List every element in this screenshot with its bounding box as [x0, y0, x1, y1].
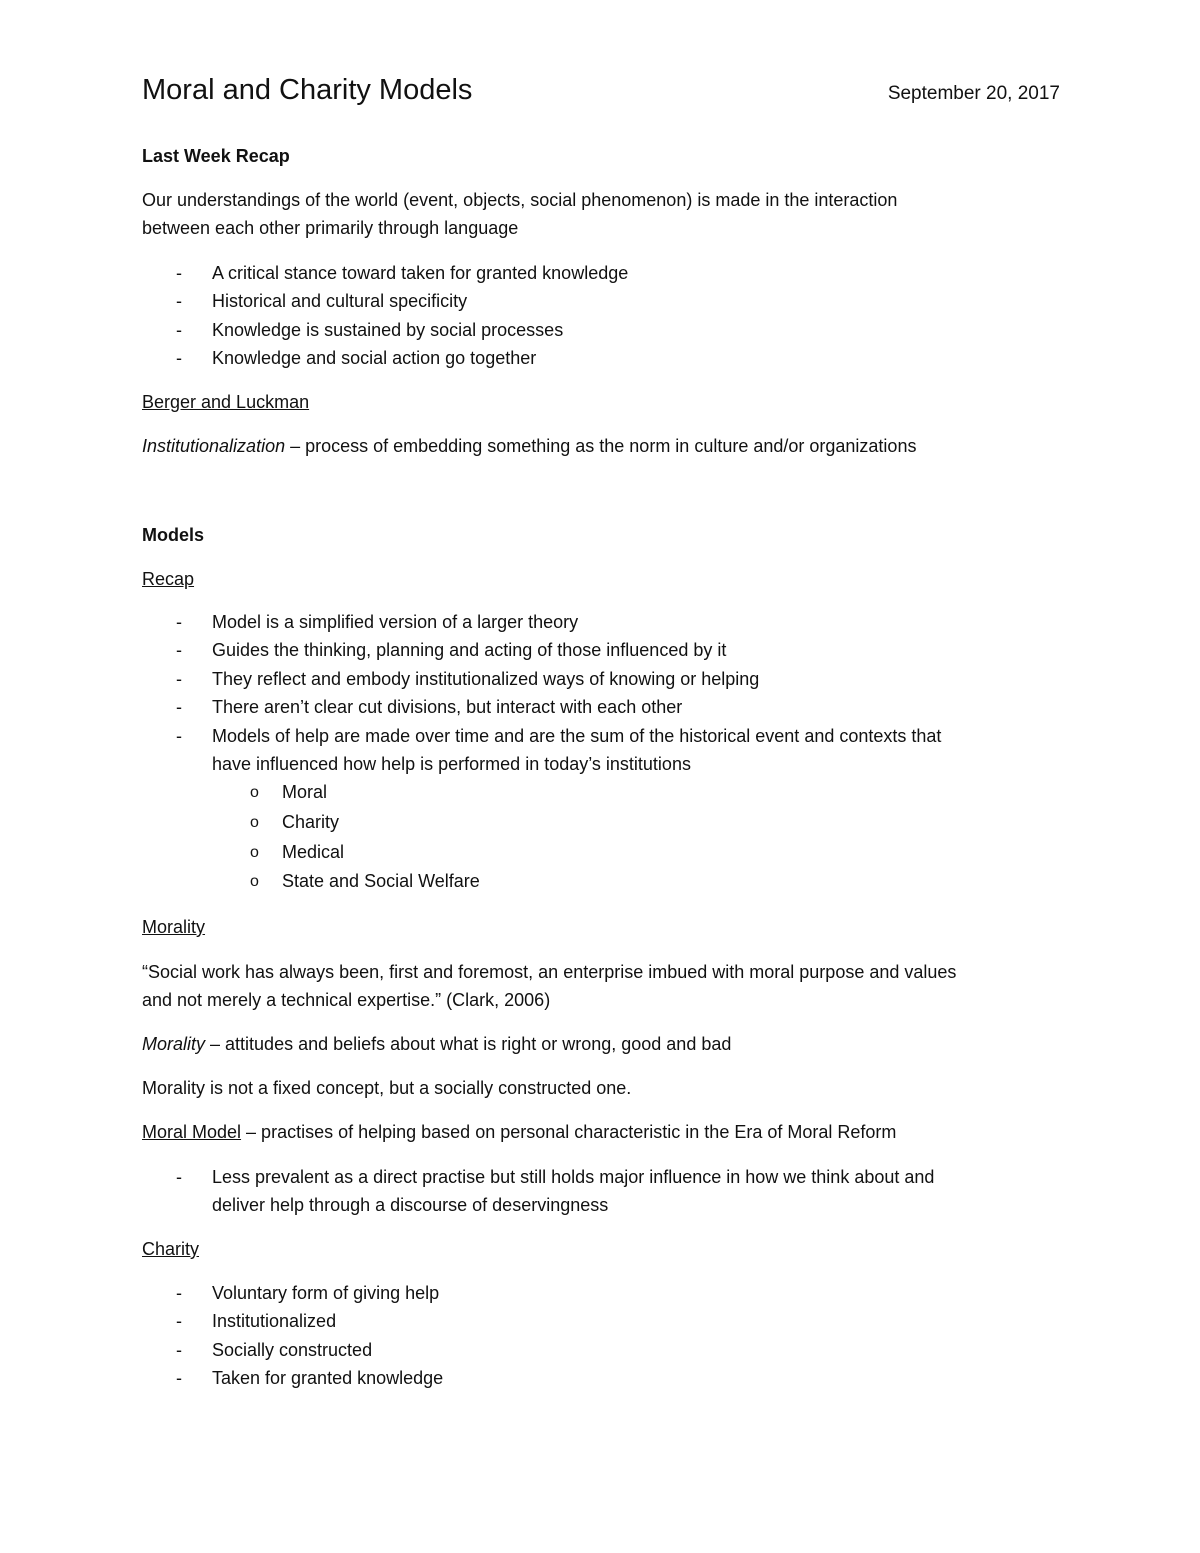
- list-item-text: There aren’t clear cut divisions, but interact with each other: [212, 697, 683, 718]
- institutionalization-definition: [142, 432, 1062, 460]
- statement-text: Morality is not a fixed concept, but a socially constructed one.: [142, 1078, 632, 1098]
- sub-list-item: [142, 808, 1062, 838]
- list-item-text: Model is a simplified version of a larger theory: [212, 612, 579, 632]
- morality-statement: [142, 1074, 1062, 1102]
- list-item-text: They reflect and embody institutionalized ways of knowing or helping: [212, 668, 760, 689]
- document-date: September 20, 2017: [887, 83, 1060, 104]
- list-item-text-line-1: Models of help are made over time and are the sum of the historical event and contexts that: [212, 725, 942, 746]
- sub-list-item: [142, 838, 1062, 868]
- list-item: [142, 287, 1062, 315]
- circle-marker: o: [250, 784, 259, 802]
- dash-marker: -: [176, 319, 182, 340]
- list-item: [142, 259, 1062, 287]
- dash-marker: -: [176, 1368, 182, 1389]
- heading-morality: Morality: [142, 917, 206, 937]
- section-morality: [142, 913, 1062, 941]
- list-item: [142, 1336, 1062, 1364]
- sub-list-item-text: State and Social Welfare: [282, 871, 480, 892]
- list-item-text: Knowledge and social action go together: [212, 348, 537, 369]
- models-recap-heading-block: [142, 565, 1062, 593]
- document-title: Moral and Charity Models: [142, 74, 473, 106]
- sub-list-item-text: Medical: [282, 841, 345, 862]
- list-item-text: Taken for granted knowledge: [212, 1368, 444, 1389]
- term-institutionalization: Institutionalization: [142, 436, 286, 456]
- term-moral-model: Moral Model: [142, 1122, 242, 1142]
- quote-line-2: and not merely a technical expertise.” (Clark, 2006): [142, 990, 551, 1010]
- dash-marker: -: [176, 1311, 182, 1332]
- dash-marker: -: [176, 725, 182, 746]
- dash-marker: -: [176, 640, 182, 661]
- header: [142, 74, 1062, 120]
- recap-intro-line-2: between each other primarily through language: [142, 218, 519, 238]
- list-item: [142, 1307, 1062, 1335]
- recap-intro: [142, 186, 1062, 242]
- dash-marker: -: [176, 668, 182, 689]
- list-item: [142, 1279, 1062, 1307]
- dash-marker: -: [176, 612, 182, 632]
- list-item: [142, 665, 1062, 693]
- list-item-text: Knowledge is sustained by social processes: [212, 319, 564, 340]
- charity-bullet-list: [142, 1279, 1062, 1393]
- list-item: [142, 636, 1062, 664]
- dash-marker: -: [176, 291, 182, 312]
- list-item: [142, 722, 1062, 779]
- list-item: [142, 344, 1062, 372]
- heading-charity: Charity: [142, 1239, 200, 1259]
- document-content: [142, 74, 1062, 120]
- circle-marker: o: [250, 814, 259, 832]
- circle-marker: o: [250, 843, 259, 861]
- dash-marker: -: [176, 1339, 182, 1360]
- sub-list-item-text: Charity: [282, 812, 340, 833]
- heading-berger-luckman: Berger and Luckman: [142, 392, 310, 412]
- recap-intro-line-1: Our understandings of the world (event, objects, social phenomenon) is made in the interaction: [142, 190, 898, 210]
- heading-models-recap: Recap: [142, 569, 195, 589]
- dash-marker: -: [176, 1167, 182, 1187]
- list-item-text-line-2: have influenced how help is performed in today’s institutions: [212, 754, 691, 775]
- list-item: [142, 1364, 1062, 1392]
- heading-models: Models: [142, 525, 205, 545]
- dash-marker: -: [176, 348, 182, 369]
- models-bullet-list: [142, 608, 1062, 897]
- list-item-text: A critical stance toward taken for granted knowledge: [212, 263, 629, 283]
- morality-quote: [142, 958, 1062, 1014]
- moral-model-definition: [142, 1118, 1062, 1146]
- definition-morality: – attitudes and beliefs about what is right or wrong, good and bad: [205, 1034, 732, 1054]
- sub-list-item: [142, 778, 1062, 808]
- list-item: [142, 608, 1062, 636]
- dash-marker: -: [176, 263, 182, 283]
- sub-list-item: [142, 867, 1062, 897]
- heading-last-week-recap: Last Week Recap: [142, 146, 290, 166]
- dash-marker: -: [176, 697, 182, 718]
- moral-model-bullet-list: [142, 1163, 1062, 1220]
- definition-institutionalization: – process of embedding something as the norm in culture and/or organizations: [285, 436, 917, 456]
- section-models: [142, 521, 1062, 549]
- list-item-text: Guides the thinking, planning and acting of those influenced by it: [212, 640, 727, 661]
- list-item-text-line-1: Less prevalent as a direct practise but still holds major influence in how we think about and: [212, 1167, 935, 1187]
- list-item-text: Voluntary form of giving help: [212, 1283, 440, 1303]
- recap-bullet-list: [142, 259, 1062, 373]
- term-morality: Morality: [142, 1034, 206, 1054]
- berger-luckman-block: [142, 388, 1062, 416]
- quote-line-1: “Social work has always been, first and foremost, an enterprise imbued with moral purpose and values: [142, 962, 957, 982]
- morality-definition: [142, 1030, 1062, 1058]
- list-item-text: Socially constructed: [212, 1339, 373, 1360]
- list-item: [142, 316, 1062, 344]
- section-last-week-recap: [142, 142, 1062, 170]
- section-charity: [142, 1235, 1062, 1263]
- list-item-text-line-2: deliver help through a discourse of deservingness: [212, 1195, 609, 1216]
- models-sub-list: [142, 778, 1062, 896]
- definition-moral-model: – practises of helping based on personal characteristic in the Era of Moral Reform: [241, 1122, 897, 1142]
- list-item-text: Institutionalized: [212, 1311, 337, 1332]
- list-item: [142, 1163, 1062, 1220]
- list-item-text: Historical and cultural specificity: [212, 291, 468, 312]
- list-item: [142, 693, 1062, 721]
- sub-list-item-text: Moral: [282, 782, 328, 803]
- dash-marker: -: [176, 1283, 182, 1303]
- circle-marker: o: [250, 873, 259, 891]
